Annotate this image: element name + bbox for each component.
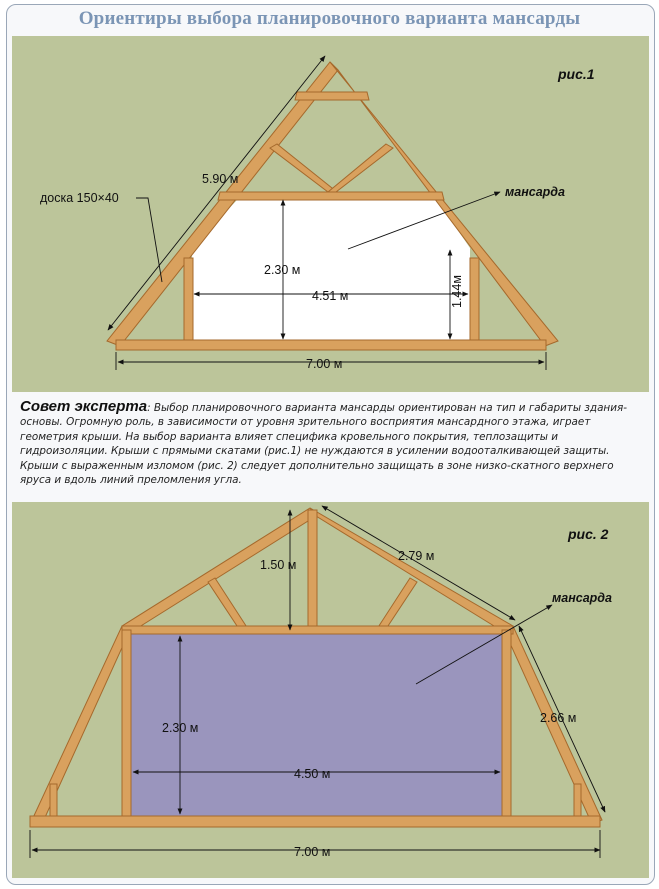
ceiling-beam bbox=[218, 192, 444, 200]
post-right bbox=[502, 630, 511, 816]
upper-right-rafter bbox=[310, 508, 513, 634]
width-label-fig1: 4.51 м bbox=[312, 289, 349, 303]
king-post bbox=[308, 510, 317, 632]
expert-tip bbox=[20, 400, 642, 487]
height-label-fig1: 2.30 м bbox=[264, 263, 301, 277]
post-left bbox=[122, 630, 131, 816]
knee-wall-left bbox=[184, 258, 193, 342]
attic-label-fig1: мансарда bbox=[505, 185, 565, 199]
expert-tip-heading: Совет эксперта bbox=[20, 398, 148, 415]
brace-left bbox=[208, 578, 250, 632]
knee-wall-height-label: 1.44м bbox=[450, 275, 464, 308]
lower-right-rafter bbox=[504, 626, 602, 824]
web-right bbox=[328, 144, 393, 192]
top-collar bbox=[295, 92, 369, 100]
top-height-label: 1.50 м bbox=[260, 558, 297, 572]
knee-post-right bbox=[574, 784, 581, 816]
page-title: Ориентиры выбора планировочного варианта мансарды bbox=[78, 8, 581, 29]
base-width-label-fig2: 7.00 м bbox=[294, 845, 331, 859]
bottom-chord bbox=[116, 340, 546, 350]
figure-1-label: рис.1 bbox=[558, 66, 595, 82]
ceiling-beam-fig2 bbox=[122, 626, 513, 634]
bottom-chord-fig2 bbox=[30, 816, 600, 827]
figure-1-drawing bbox=[12, 36, 649, 392]
upper-rafter-label: 2.79 м bbox=[398, 549, 435, 563]
figure-1-panel bbox=[12, 36, 649, 392]
figure-2-panel bbox=[12, 502, 649, 878]
knee-wall-right bbox=[470, 258, 479, 342]
figure-2-drawing bbox=[12, 502, 649, 878]
web-left bbox=[270, 144, 337, 192]
rafter-length-label: 5.90 м bbox=[202, 172, 239, 186]
base-width-label-fig1: 7.00 м bbox=[306, 357, 343, 371]
attic-label-fig2: мансарда bbox=[552, 591, 612, 605]
height-label-fig2: 2.30 м bbox=[162, 721, 199, 735]
expert-tip-text: : Выбор планировочного варианта мансарды ориентирован на тип и габариты здания-основы. Огромную роль, в зависимости от уровня зрительного восприятия мансардного этажа, играет геометрия крыши. На выбор варианта влияет специфика кровельного покрытия, теплозащиты и гидроизоляции. Крыши с прямыми скатами (рис.1) не нуждаются в усилении водооталкивающей защиты. Крыши с выраженным изломом (рис. 2) следует дополнительно защищать в зоне низко-скатного верхнего яруса и вдоль линий преломления угла. bbox=[20, 402, 627, 487]
brace-right bbox=[375, 578, 417, 632]
board-size-label: доска 150×40 bbox=[40, 191, 119, 205]
width-label-fig2: 4.50 м bbox=[294, 767, 331, 781]
knee-post-left bbox=[50, 784, 57, 816]
lower-rafter-label: 2.66 м bbox=[540, 711, 577, 725]
figure-2-label: рис. 2 bbox=[568, 526, 609, 542]
lower-left-rafter bbox=[32, 626, 130, 824]
attic-space-fig1 bbox=[192, 200, 470, 342]
